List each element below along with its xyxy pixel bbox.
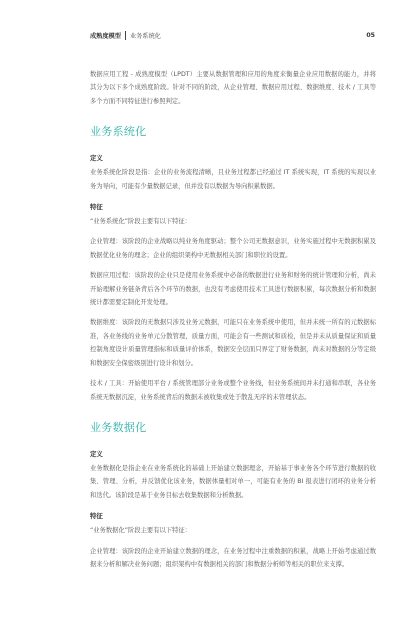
feature-paragraph: 数据应用过程：该阶段的企业只是使用业务系统中必备的数据进行业务和财务的统计管理和分析，尚未开始理解业务链条背后各个环节的数据，也没有考虑使用技术工具进行数据积累，每次数据分析和数据统计都需要定制化开发处理。 xyxy=(90,272,376,307)
subsection-title: 业务系统化 xyxy=(129,32,161,40)
section-business-systemization xyxy=(90,125,376,404)
section-heading: 业务系统化 xyxy=(90,125,147,139)
intro-paragraph: 数据应用工程 - 成熟度模型（LPDT）主要从数据管理和应用的角度来衡量企业应用数据的能力，并将其分为以下多个成熟度阶段。针对不同的阶段，从企业管理、数据应用过程、数据维度、技术 / 工具等多个方面不同特征进行参照判定。 xyxy=(90,71,376,105)
features-heading: 特征 xyxy=(90,203,103,212)
page-number: 05 xyxy=(366,31,375,39)
features-lead: “业务系统化”阶段主要有以下特征： xyxy=(90,218,191,226)
definition-heading: 定义 xyxy=(90,449,103,458)
feature-paragraph: 企业管理：该阶段的企业开始建立数据的理念，在业务过程中注重数据的积累，战略上开始考虑通过数据来分析和解决业务问题；组织架构中有数据相关的部门和数据分析师等相关的职位来支撑。 xyxy=(90,547,376,568)
feature-paragraph: 技术 / 工具：开始使用平台 / 系统管理部分业务或整个业务线，但业务系统间并未打通和串联，各业务系统无数据沉淀，业务系统背后的数据未被收集或处于散乱无序的未管理状态。 xyxy=(90,380,376,401)
page-header xyxy=(90,28,375,42)
feature-paragraph: 数据维度：该阶段的无数据只涉及业务元数据，可能只在业务系统中使用，但并未统一所有的元数据标准，各业务线的业务单元分散管理，质量方面，可能会有一些测试和质检，但是并未从质量保证和质量控制角度设计质量管理指标和质量评价体系，数据安全层面只界定了财务数据，尚未对数据的分等定级和数据安全保密级别进行设计和划分。 xyxy=(90,319,376,367)
features-lead: “业务数据化”阶段主要有以下特征： xyxy=(90,527,191,535)
definition-paragraph: 业务系统化阶段是指：企业的业务流程清晰，且业务过程都已经通过 IT 系统实现，IT 系统的实现以业务为导向，可能有少量数据记录，但并没有以数据为导向积累数据。 xyxy=(90,169,376,190)
definition-paragraph: 业务数据化是指企业在业务系统化的基础上开始建立数据理念，开始基于事业务各个环节进行数据的收集、管理、分析，并反馈优化该业务，数据体量相对单一，可能有业务的 BI 报表进行闭环的业务分析和迭代。该阶段是基于业务目标去收集数据和分析数据。 xyxy=(90,464,376,499)
section-heading: 业务数据化 xyxy=(90,420,147,434)
features-heading: 特征 xyxy=(90,512,103,521)
page-content xyxy=(90,68,376,571)
section-title: 成熟度模型 xyxy=(90,32,121,40)
definition-heading: 定义 xyxy=(90,154,103,163)
feature-paragraph: 企业管理：该阶段的企业战略以纯业务角度驱动；整个公司无数据意识，业务实施过程中无数据积累及数据优化业务的理念；企业的组织架构中无数据相关部门和职位的设置。 xyxy=(90,238,376,259)
breadcrumb-divider xyxy=(125,31,126,40)
section-business-datafication xyxy=(90,421,376,571)
breadcrumb xyxy=(90,31,161,40)
